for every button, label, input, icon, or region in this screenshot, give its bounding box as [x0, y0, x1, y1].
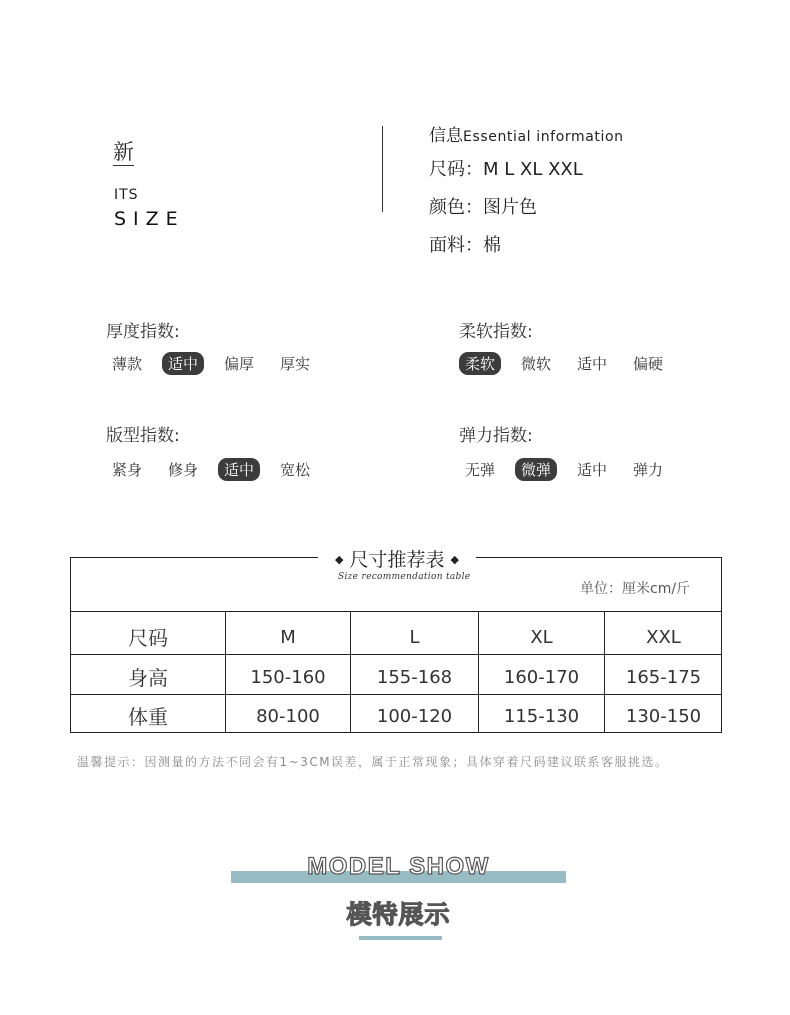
info-fabric-line: 面料：棉 [429, 235, 501, 256]
size-table-unit: 单位：厘米cm/斤 [580, 581, 691, 597]
table-divider [70, 694, 722, 695]
elasticity-option-selected: 微弹 [515, 458, 557, 481]
diamond-icon: ◆ [334, 553, 344, 566]
softness-option-selected: 柔软 [459, 352, 501, 375]
softness-option: 适中 [577, 355, 608, 373]
table-cell: 160-170 [503, 667, 580, 688]
elasticity-option: 适中 [577, 461, 608, 479]
softness-index-options [459, 352, 683, 375]
table-header-cell: XXL [646, 627, 681, 648]
info-title-en: Essential information [463, 129, 624, 145]
brand-its: ITS [114, 187, 139, 203]
table-header-cell: L [409, 627, 420, 648]
table-divider [70, 611, 722, 612]
thickness-option: 厚实 [280, 355, 311, 373]
softness-option: 微软 [521, 355, 552, 373]
table-cell: 165-175 [625, 667, 702, 688]
fit-option: 紧身 [112, 461, 143, 479]
table-cell: 100-120 [376, 706, 453, 727]
elasticity-index-title: 弹力指数: [459, 426, 533, 446]
info-size-line: 尺码：M L XL XXL [429, 159, 583, 180]
table-cell: 155-168 [376, 667, 453, 688]
fit-option: 宽松 [280, 461, 311, 479]
size-table-title [318, 545, 476, 572]
info-title-cn: 信息 [429, 126, 463, 146]
elasticity-index-options [459, 458, 683, 481]
thickness-index-options [106, 352, 330, 375]
info-color-line: 颜色：图片色 [429, 197, 537, 218]
thickness-option: 薄款 [112, 355, 143, 373]
measurement-note: 温馨提示：因测量的方法不同会有1~3CM误差，属于正常现象；具体穿着尺码建议联系客服挑选。 [77, 755, 669, 769]
thickness-option-selected: 适中 [162, 352, 204, 375]
thickness-index-title: 厚度指数: [106, 322, 180, 342]
fit-option-selected: 适中 [218, 458, 260, 481]
softness-option: 偏硬 [633, 355, 664, 373]
table-cell: 80-100 [256, 706, 320, 727]
thickness-option: 偏厚 [224, 355, 255, 373]
table-header-cell: M [280, 627, 296, 648]
brand-size: SIZE [114, 208, 185, 230]
brand-xin: 新 [113, 140, 134, 164]
table-row-label: 身高 [128, 666, 168, 690]
info-title [429, 121, 624, 146]
table-cell: 130-150 [625, 706, 702, 727]
fit-option: 修身 [168, 461, 199, 479]
table-cell: 115-130 [503, 706, 580, 727]
header-divider [382, 126, 383, 212]
fit-index-options [106, 458, 330, 481]
table-cell: 150-160 [250, 667, 326, 688]
table-divider [70, 654, 722, 655]
size-table-title-text: 尺寸推荐表 [349, 549, 445, 571]
size-table-subtitle: Size recommendation table [338, 572, 471, 582]
table-header-cell: XL [530, 627, 553, 648]
elasticity-option: 弹力 [633, 461, 664, 479]
fit-index-title: 版型指数: [106, 426, 180, 446]
model-show-title-en: MODEL SHOW [307, 853, 490, 880]
table-row-label: 体重 [128, 705, 168, 729]
table-header-cell: 尺码 [128, 626, 168, 650]
elasticity-option: 无弹 [465, 461, 496, 479]
softness-index-title: 柔软指数: [459, 322, 533, 342]
model-show-underline [359, 936, 442, 940]
diamond-icon: ◆ [450, 553, 460, 566]
model-show-title-cn: 模特展示 [346, 900, 451, 929]
